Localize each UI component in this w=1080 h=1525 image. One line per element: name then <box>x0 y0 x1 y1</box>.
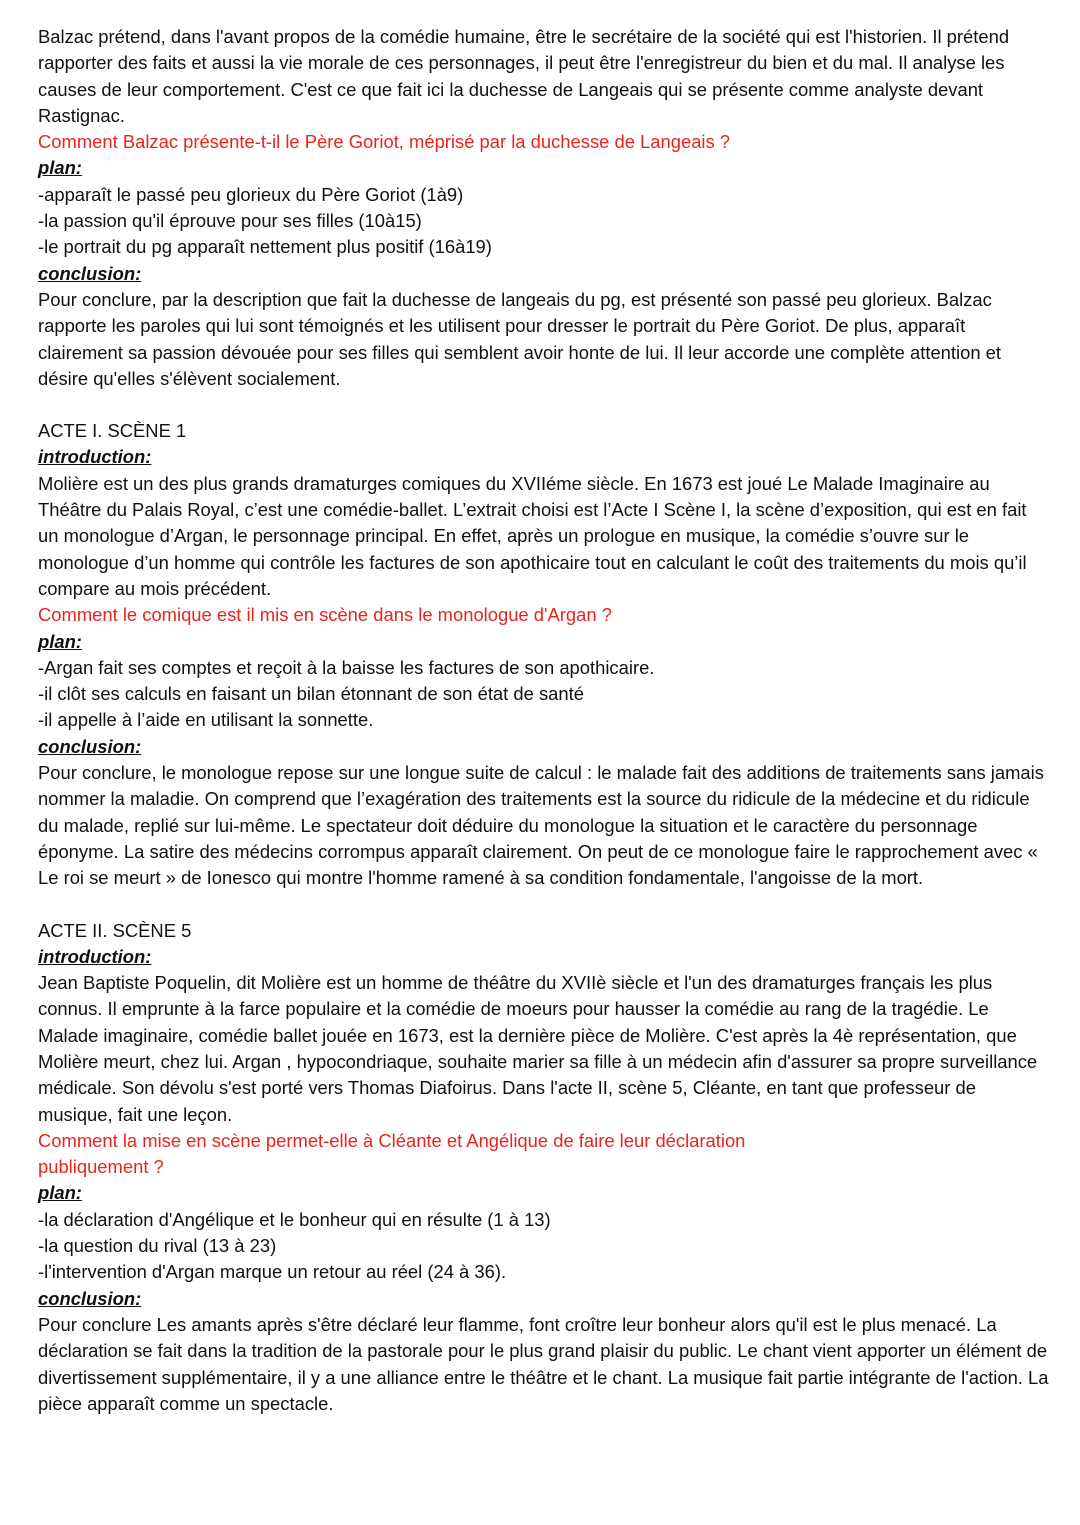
plan-item: -l'intervention d'Argan marque un retour au réel (24 à 36). <box>38 1261 507 1283</box>
intro-paragraph: Balzac prétend, dans l'avant propos de la comédie humaine, être le secrétaire de la société qui est l'historien. Il prétend rapporter des faits et aussi la vie morale de ces personnages, il peut être l'enregistreur du bien et du mal. Il analyse les causes de leur comportement. C'est ce que fait ici la duchesse de Langeais qui se présente comme analyste devant Rastignac. <box>38 26 1010 126</box>
conclusion-label: conclusion: <box>38 1287 142 1309</box>
introduction-label: introduction: <box>38 446 152 468</box>
problematique: Comment le comique est il mis en scène dans le monologue d'Argan ? <box>38 604 612 626</box>
intro-paragraph: Jean Baptiste Poquelin, dit Molière est un homme de théâtre du XVIIè siècle et l'un des dramaturges français les plus connus. Il emprunte à la farce populaire et la comédie de moeurs pour hausser la comédie au rang de la tragédie. Le Malade imaginaire, comédie ballet jouée en 1673, est la dernière pièce de Molière. C'est après la 4è représentation, que Molière meurt, chez lui. Argan , hypocondriaque, souhaite marier sa fille à un médecin afin d'assurer sa propre surveillance médicale. Son dévolu s'est porté vers Thomas Diafoirus. Dans l'acte II, scène 5, Cléante, en tant que professeur de musique, fait une leçon. <box>38 972 1038 1125</box>
plan-label: plan: <box>38 157 82 179</box>
conclusion-paragraph: Pour conclure, par la description que fait la duchesse de langeais du pg, est présenté son passé peu glorieux. Balzac rapporte les paroles qui lui sont témoignés et les utilisent pour dresser le portrait du Père Goriot. De plus, apparaît clairement sa passion dévouée pour ses filles qui semblent avoir honte de lui. Il leur accorde une complète attention et désire qu'elles s'élèvent socialement. <box>38 288 1002 389</box>
plan-item: -il appelle à l’aide en utilisant la sonnette. <box>38 709 374 731</box>
section-acte-2-scene-5 <box>38 918 1050 1418</box>
section-heading: ACTE II. SCÈNE 5 <box>38 919 192 941</box>
section-pere-goriot <box>38 24 1050 392</box>
section-acte-1-scene-1 <box>38 418 1050 891</box>
plan-label: plan: <box>38 1182 82 1204</box>
plan-label: plan: <box>38 630 82 652</box>
conclusion-paragraph: Pour conclure, le monologue repose sur une longue suite de calcul : le malade fait des additions de traitements sans jamais nommer la maladie. On comprend que l’exagération des traitements est la source du ridicule de la médecine et du ridicule du malade, replié sur lui-même. Le spectateur doit déduire du monologue la situation et le caractère du personnage éponyme. La satire des médecins corrompus apparaît clairement. On peut de ce monologue faire le rapprochement avec « Le roi se meurt » de Ionesco qui montre l'homme ramené à sa condition fondamentale, l'angoisse de la mort. <box>38 762 1044 889</box>
introduction-label: introduction: <box>38 945 152 967</box>
plan-item: -le portrait du pg apparaît nettement plus positif (16à19) <box>38 236 492 258</box>
plan-item: -la question du rival (13 à 23) <box>38 1235 277 1257</box>
problematique: Comment la mise en scène permet-elle à Cléante et Angélique de faire leur déclaration publiquement ? <box>38 1129 746 1178</box>
plan-item: -apparaît le passé peu glorieux du Père Goriot (1à9) <box>38 183 464 205</box>
plan-item: -Argan fait ses comptes et reçoit à la baisse les factures de son apothicaire. <box>38 656 655 678</box>
plan-item: -il clôt ses calculs en faisant un bilan étonnant de son état de santé <box>38 683 584 705</box>
section-spacer <box>38 892 1050 918</box>
conclusion-paragraph: Pour conclure Les amants après s'être déclaré leur flamme, font croître leur bonheur alors qu'il est le plus menacé. La déclaration se fait dans la tradition de la pastorale pour le plus grand plaisir du public. Le chant vient apporter un élément de divertissement supplémentaire, il y a une alliance entre le théâtre et le chant. La musique fait partie intégrante de l'action. La pièce apparaît comme un spectacle. <box>38 1313 1049 1414</box>
conclusion-label: conclusion: <box>38 262 142 284</box>
section-heading: ACTE I. SCÈNE 1 <box>38 420 187 442</box>
section-spacer <box>38 392 1050 418</box>
plan-item: -la déclaration d'Angélique et le bonheur qui en résulte (1 à 13) <box>38 1208 551 1230</box>
problematique: Comment Balzac présente-t-il le Père Goriot, méprisé par la duchesse de Langeais ? <box>38 131 731 153</box>
plan-item: -la passion qu'il éprouve pour ses filles (10à15) <box>38 210 422 232</box>
intro-paragraph: Molière est un des plus grands dramaturges comiques du XVIIéme siècle. En 1673 est joué Le Malade Imaginaire au Théâtre du Palais Royal, c’est une comédie-ballet. L’extrait choisi est l’Acte I Scène I, la scène d’exposition, qui est en fait un monologue d’Argan, le personnage principal. En effet, après un prologue en musique, la comédie s’ouvre sur le monologue d’un homme qui contrôle les factures de son apothicaire tout en calculant le coût des traitements du mois qu’il compare au mois précédent. <box>38 472 1027 599</box>
conclusion-label: conclusion: <box>38 735 142 757</box>
